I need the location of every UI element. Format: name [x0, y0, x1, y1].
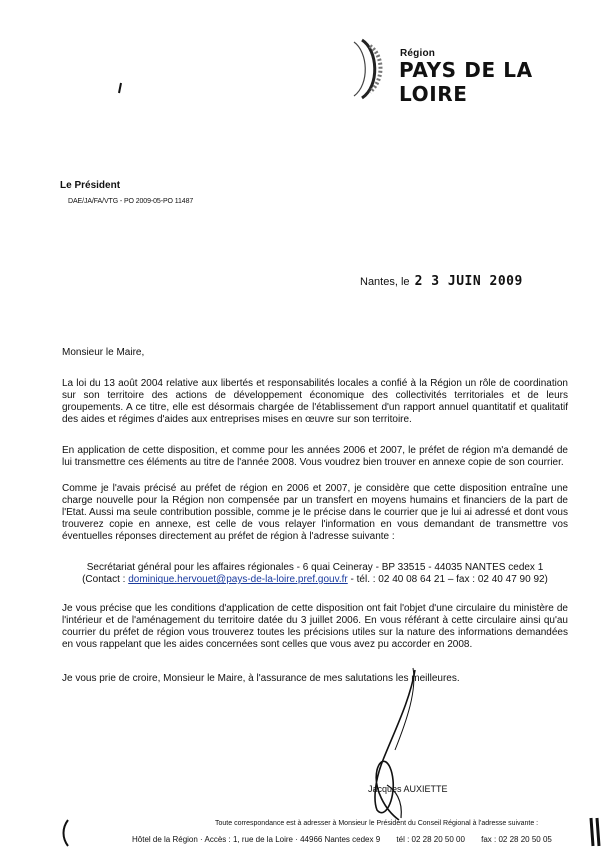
date-stamp: 2 3 JUIN 2009 [414, 274, 523, 289]
contact-email-link[interactable]: dominique.hervouet@pays-de-la-loire.pref.gouv.fr [128, 574, 348, 585]
footer-correspondence-note: Toute correspondance est à adresser à Monsieur le Président du Conseil Régional à l'adresse suivante : [215, 820, 539, 827]
footer-fax: fax : 02 28 20 50 05 [481, 835, 552, 844]
footer-address: Hôtel de la Région · Accès : 1, rue de la Loire · 44966 Nantes cedex 9 [132, 835, 381, 844]
contact-phone-fax: - tél. : 02 40 08 64 21 – fax : 02 40 47 90 92) [347, 574, 548, 585]
footer-phone: tél : 02 28 20 50 00 [396, 835, 465, 844]
reference-number: DAE/JA/FA/VTG - PO 2009-05-PO 11487 [68, 198, 194, 205]
sender-title: Le Président [60, 180, 121, 191]
letterhead-region-name: PAYS DE LA LOIRE [399, 58, 533, 106]
footer-address-line [132, 835, 552, 844]
scan-mark-icon [116, 82, 124, 94]
handwritten-signature [355, 660, 445, 830]
body-paragraph-1: La loi du 13 août 2004 relative aux libertés et responsabilités locales a confié à la Région un rôle de coordination sur son territoire des actions de développement économique des collectivités territoriales et de leurs groupements. A ce titre, elle est désormais chargée de l'établissement d'un rapport annuel quantitatif et qualitatif des aides et régimes d'aides aux entreprises mises en œuvre sur son territoire. [62, 378, 568, 425]
contact-line [62, 574, 568, 586]
closing-paragraph: Je vous prie de croire, Monsieur le Maire, à l'assurance de mes salutations les meilleures. [62, 673, 460, 684]
signer-name: Jacques AUXIETTE [368, 784, 448, 794]
date-line [360, 274, 523, 289]
left-bracket-icon [60, 818, 70, 848]
contact-address-block [62, 562, 568, 586]
body-paragraph-4: Je vous précise que les conditions d'application de cette disposition ont fait l'objet d'une circulaire du ministère de l'intérieur et de l'aménagement du territoire datée du 3 juillet 2006. En vous référant à cette circulaire ainsi qu'au courrier du préfet de région vous trouverez toutes les précisions utiles sur la nature des informations demandées en vous rappelant que les aides concernées sont celles que vous avez pu accorder en 2008. [62, 603, 568, 650]
right-bracket-icon [588, 816, 602, 848]
date-prefix: Nantes, le [360, 276, 410, 288]
body-paragraph-3: Comme je l'avais précisé au préfet de région en 2006 et 2007, je considère que cette disposition entraîne une charge nouvelle pour la Région non compensée par un transfert en moyens humains et financiers de la part de l'Etat. Aussi ma seule contribution possible, comme je le précise dans le courrier que je lui ai adressé et dont vous trouverez copie en annexe, est celle de vous relayer l'information en vous demandant de transmettre vos éventuelles réponses directement au préfet de région à l'adresse suivante : [62, 483, 568, 542]
letterhead-region-label: Région [400, 48, 436, 59]
body-paragraph-2: En application de cette disposition, et comme pour les années 2006 et 2007, le préfet de région m'a demandé de lui transmettre ces éléments au titre de l'année 2008. Vous voudrez bien trouver en annexe copie de son courrier. [62, 445, 568, 468]
prefecture-address: Secrétariat général pour les affaires régionales - 6 quai Ceineray - BP 33515 - 44035 NANTES cedex 1 [86, 562, 544, 573]
region-logo-icon [348, 36, 392, 102]
contact-prefix: (Contact : [82, 574, 129, 585]
salutation: Monsieur le Maire, [62, 347, 145, 358]
